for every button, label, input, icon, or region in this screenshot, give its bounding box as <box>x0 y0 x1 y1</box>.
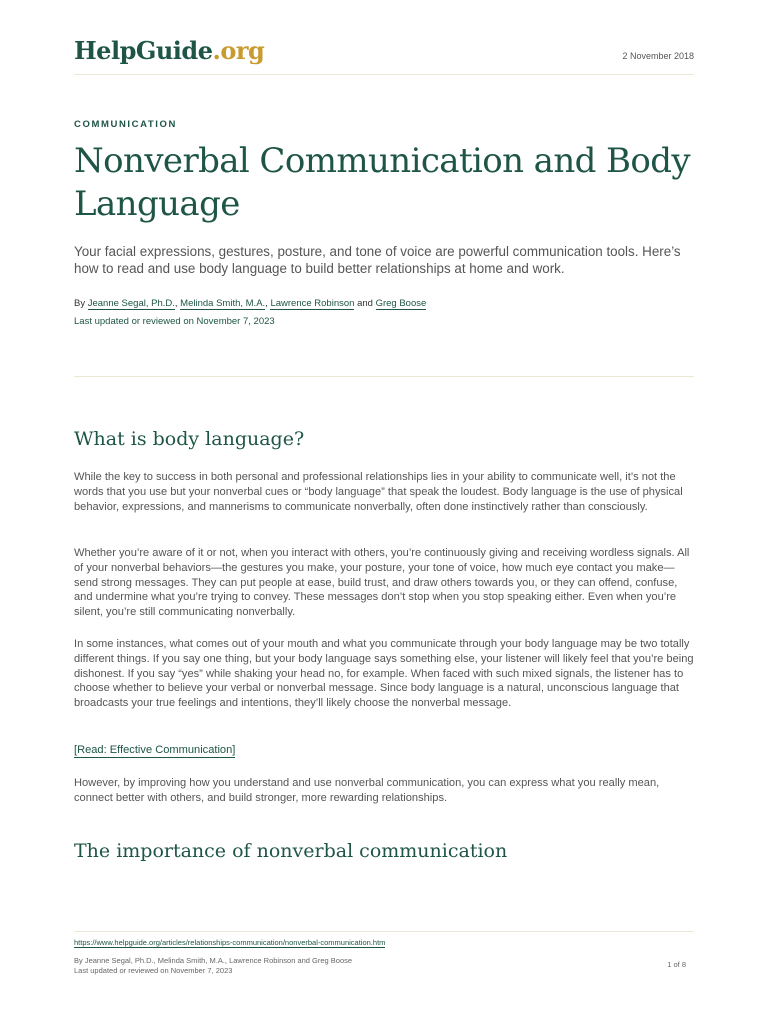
author-link-jeanne-segal[interactable]: Jeanne Segal, Ph.D. <box>87 298 175 309</box>
footer-review-date: Last updated or reviewed on November 7, 2023 <box>74 966 233 975</box>
footer-source-url[interactable]: https://www.helpguide.org/articles/relationships-communication/nonverbal-communication.htm <box>74 938 386 947</box>
paragraph: Whether you’re aware of it or not, when you interact with others, you’re continuously giving and receiving wordless signals. All of your nonverbal behaviors—the gestures you make, your posture, your tone of voice, how much eye contact you make—send strong messages. They can put people at ease, build trust, and draw others towards you, or they can offend, confuse, and undermine what you’re trying to convey. These messages don’t stop when you stop speaking either. Even when you’re silent, you’re still communicating nonverbally. <box>74 547 690 619</box>
logo-suffix-text: .org <box>212 36 265 65</box>
paragraph: While the key to success in both personal and professional relationships lies in your ability to communicate well, it’s not the words that you use but your nonverbal cues or “body language” that speak the loudest. Body language is the use of physical behavior, expressions, and mannerisms to communicate nonverbally, often done instinctively rather than consciously. <box>74 471 683 513</box>
page-number: 1 of 8 <box>667 960 686 969</box>
byline <box>74 298 426 309</box>
helpguide-logo[interactable] <box>74 36 264 65</box>
byline-separator: , <box>174 298 178 309</box>
author-link-greg-boose[interactable]: Greg Boose <box>375 298 427 309</box>
header-divider <box>74 74 694 75</box>
section-heading-body-language: What is body language? <box>74 428 305 450</box>
byline-separator: , <box>265 298 268 309</box>
footer-byline <box>74 956 352 976</box>
author-link-lawrence-robinson[interactable]: Lawrence Robinson <box>270 298 355 309</box>
footer-authors: By Jeanne Segal, Ph.D., Melinda Smith, M.A., Lawrence Robinson and Greg Boose <box>74 956 353 965</box>
category-label[interactable]: COMMUNICATION <box>74 119 177 130</box>
read-effective-communication-link[interactable]: [Read: Effective Communication] <box>74 744 236 756</box>
logo-main-text: HelpGuide <box>74 36 213 65</box>
byline-and: and <box>357 298 373 309</box>
paragraph: However, by improving how you understand and use nonverbal communication, you can express what you really mean, connect better with others, and build stronger, more rewarding relationships. <box>74 777 660 804</box>
review-date: Last updated or reviewed on November 7, 2023 <box>74 316 275 327</box>
section-heading-importance: The importance of nonverbal communication <box>74 840 508 862</box>
page-title: Nonverbal Communication and Body Language <box>74 141 691 224</box>
print-date: 2 November 2018 <box>622 51 694 61</box>
footer-divider <box>74 931 694 932</box>
intro-divider <box>74 376 694 377</box>
paragraph: In some instances, what comes out of your mouth and what you communicate through your body language may be two totally different things. If you say one thing, but your body language says something else, your listener will likely feel that you’re being dishonest. If you say “yes” while shaking your head no, for example. When faced with such mixed signals, the listener has to choose whether to believe your verbal or nonverbal message. Since body language is a natural, unconscious language that broadcasts your true feelings and intentions, they’ll likely choose the nonverbal message. <box>74 638 694 710</box>
article-subtitle: Your facial expressions, gestures, posture, and tone of voice are powerful communication tools. Here’s how to read and use body language to build better relationships at home and work. <box>74 244 681 276</box>
author-link-melinda-smith[interactable]: Melinda Smith, M.A. <box>180 298 266 309</box>
byline-prefix: By <box>74 298 86 309</box>
